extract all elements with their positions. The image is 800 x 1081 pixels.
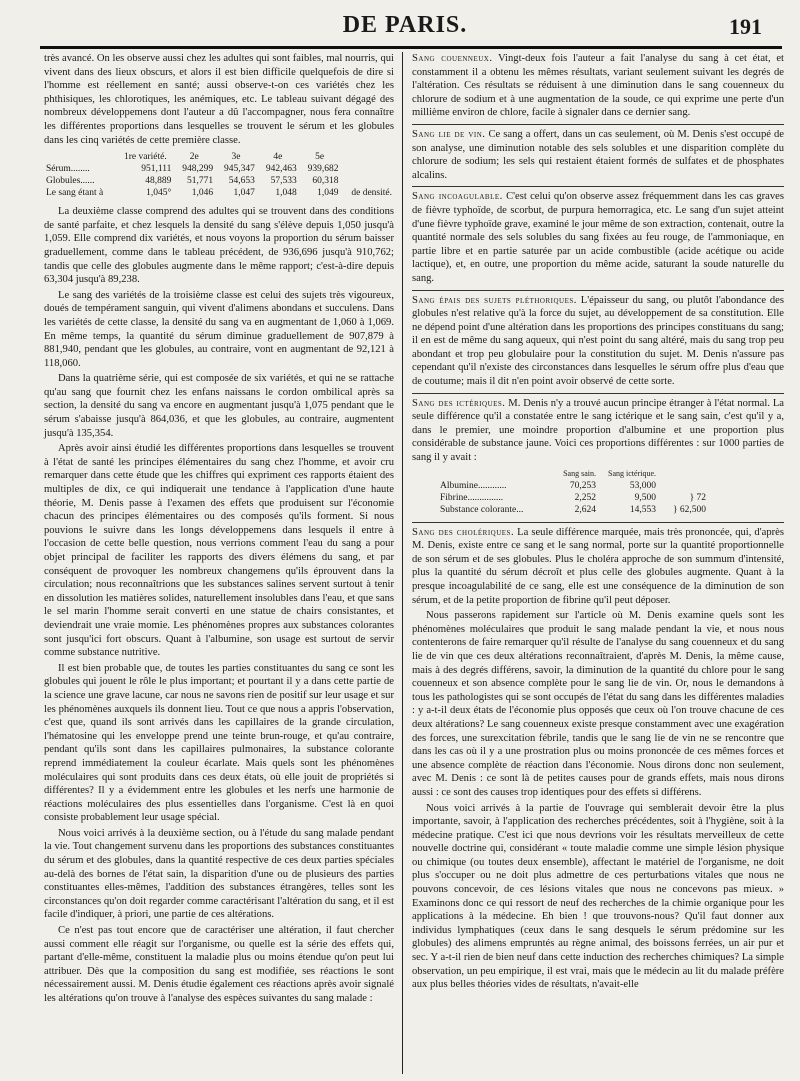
col-header: 4e — [273, 152, 283, 163]
section-body: L'épaisseur du sang, ou plutôt l'abondance des globules n'est relative qu'à la force du sujet, au développement de sa constitution. Elle ne dépend point d'une altération dans les proportions des principes constituans du sang; il en est de même du sang aqueux, qui n'est point du sang altéré, mais du sang trop peu abondant et trop peu globulaire pour la constitution du sujet. M. Denis n'assure pas cependant qu'il n'existe des circonstances dans lesquelles le sérum offre plus d'eau que de coutume; mais il dit n'en point avoir observé de cette sorte. — [412, 294, 785, 388]
page-header — [40, 10, 770, 46]
section-heading: Sang des cholériques. — [412, 526, 515, 538]
table-cell: 2,624 — [574, 504, 596, 515]
brace-value: 62,500 — [679, 504, 706, 515]
serum-globules-table — [44, 151, 394, 199]
table-row — [44, 163, 394, 175]
col-header: Sang ictérique. — [608, 468, 656, 478]
table-cell: de densité. — [351, 188, 392, 199]
section-body: Ce sang a offert, dans un cas seulement, où M. Denis s'est occupé de son analyse, une diminution notable des sels solubles et une disparition complète du chlorure de sodium; les sels qui restaient étaient formés de sulfates et de phosphates alcalins. — [412, 128, 785, 181]
section-sang-epais — [412, 294, 784, 389]
paragraph: Nous voici arrivés à la deuxième section, ou à l'étude du sang malade pendant la vie. Tout changement survenu dans les proportions des substances constituantes du sérum et des globules, dans la quantité respective de ces deux parties spéciales au-delà des bornes de l'état sain, la disparition d'une ou de plusieurs des parties constituantes elles-mêmes, l'addition des substances étrangères, telles sont les circonstances qu'on doit regarder comme caractérisant l'altération du sang, et il est facile d'indiquer, à priori, une partie de ces altérations. — [44, 827, 394, 921]
section-body: Vingt-deux fois l'auteur a fait l'analyse du sang à cet état, et constamment il a obtenu les mêmes résultats, variant seulement suivant les degrés de l'altération. Ces résultats se réduisent à une diminution dans le sang couenneux du chlorure de sodium et à une augmentation de la soude, ce qui exprime une perte d'un millième environ de chlore, facile à signaler dans ce dernier sang. — [412, 53, 784, 119]
col-header: Sang sain. — [563, 468, 596, 478]
table-cell — [340, 163, 394, 175]
paragraph: La deuxième classe comprend des adultes qui se trouvent dans des conditions de santé parfaite, et chez lesquels la densité du sang s'élève depuis 1,050 jusqu'à 1,059. Elle comprend dix variétés, et nous voyons la proportion du sérum baisser graduellement, comme dans le tableau précédent, de 936,696 jusqu'à 910,762; tandis que celle des globules augmente dans le même rapport; c'est-à-dire depuis 63,304 jusqu'à 89,238. — [44, 206, 394, 286]
table-cell: 951,111 — [141, 164, 172, 175]
row-label: Le sang étant à — [46, 188, 104, 199]
section-heading: Sang lie de vin. — [412, 128, 486, 140]
table-cell: 70,253 — [569, 480, 596, 491]
paragraph: très avancé. On les observe aussi chez les adultes qui sont faibles, mal nourris, qui vivent dans des lieux obscurs, et alors il est bien difficile quelquefois de dire si l'homme est réellement en santé; aussi observe-t-on ces variétés chez les phthisiques, les chlorotiques, les anémiques, etc. Le tableau suivant dégagé des nombreux développemens dont l'auteur a dû l'accompagner, nous fera connaître les différentes proportions dans lesquelles se trouvent le sérum et les globules dans les cinq variétés de cette première classe. — [44, 53, 394, 146]
section-divider — [412, 186, 784, 187]
table-cell: 2,252 — [574, 492, 596, 503]
section-divider — [412, 124, 784, 125]
row-label: Sérum........ — [46, 164, 90, 175]
section-body: M. Denis n'y a trouvé aucun principe étranger à l'état normal. La seule différence qu'il a constatée entre le sang ictérique et le sang sain, c'est qu'il y a, dans le premier, une moindre proportion d'albumine et une proportion plus considérable de substance jaune. Voici ces proportions différentes : sur 1000 parties de sang il y avait : — [412, 397, 784, 464]
table-row — [440, 492, 720, 504]
section-divider — [412, 522, 784, 523]
paragraph: Ce n'est pas tout encore que de caractériser une altération, il faut chercher aussi comment elle réagit sur l'organisme, ou quelle est la série des effets qui, partant d'elle-même, constituent la maladie plus ou moins étendue qu'on peut lui attribuer. Dès que la composition du sang est modifiée, ses réactions le sont nécessairement aussi. M. Denis étudie également ces réactions après avoir signalé les altérations qu'on trouve à l'analyse des espèces suivantes du sang malade : — [44, 925, 394, 1004]
header-rule — [40, 46, 782, 49]
row-label: Substance colorante... — [440, 504, 524, 515]
row-label: Fibrine............... — [440, 492, 504, 503]
paragraph: Après avoir ainsi étudié les différentes proportions dans lesquelles se trouvent à l'état de santé les principes élémentaires du sang chez l'homme, et avoir cru remarquer dans cette étude que les chiffres qui expriment ces rapports étaient des multiples de dix, ce qui indiquerait une tendance à l'application d'une haute théorie, M. Denis passe à l'examen des effets que produisent sur l'économie chacun des principes élémentaires ou des composés qu'ils forment. Si nous pouvions le suivre dans les longs développemens dans lesquels il entre à l'occasion de cette belle question, nous verrions comment l'eau du sang a pour objet principal de faciliter les rapports des divers élémens du sang, et par conséquent de provoquer les nombreux changemens qu'ils éprouvent dans la circulation; nous reconnaîtrions que les substances salines servent surtout à tenir en dissolution les matières solides, naturellement insolubles dans l'eau, et que sans le sel marin l'homme serait converti en une statue de chairs consistantes, et deviendrait une vraie momie. Les phénomènes propres aux substances colorantes sont jusqu'ici fort obscurs. Quant à l'albumine, son usage est surtout de servir comme substance nutritive. — [44, 443, 394, 659]
table-cell: 948,299 — [182, 164, 214, 175]
section-sang-incoagulable — [412, 190, 784, 285]
table-cell: 54,653 — [228, 176, 255, 187]
col-header: 2e — [189, 152, 199, 163]
section-sang-lie-de-vin — [412, 128, 784, 182]
col-header-blank — [340, 151, 394, 163]
table-cell: 53,000 — [629, 480, 656, 491]
paragraph: Nous voici arrivés à la partie de l'ouvrage qui semblerait devoir être la plus importante, savoir, à l'application des recherches précédentes, soit à l'hygiène, soit à la médecine pratique. C'est ici que nous devrions voir les résultats merveilleux de cette nouvelle doctrine qui, considérant « toute maladie comme une simple lésion physique ou chimique (ou toutes deux ensemble), affectant le matériel de l'organisme, ne doit plus s'occuper ou ne doit plus admettre de ces perturbations vitales que nous ne pouvons concevoir, de ces lésions vitales que nous ne concevons pas mieux. » Examinons donc ce qui ressort de neuf des recherches de la chimie organique pour les applications à la médecine. Eh bien ! que trouvons-nous? Qu'il faut donner aux individus lymphatiques (ceux dans le sang desquels le sérum prédomine sur les globules) des alimens empruntés au règne animal, des boissons ferrées, un air pur et sec. Y a-t-il rien de bien neuf dans cette induction des recherches chimiques? La simple observation, un peu empirique, il est vrai, mais que le médecin au lit du malade préfère aux plus belles théories vides de résultats, n'avait-elle — [412, 802, 784, 991]
table-cell: 9,500 — [634, 492, 656, 503]
table-cell: 1,046 — [191, 188, 214, 199]
brace-total-sain: } 72 — [689, 492, 706, 503]
page-number: 191 — [729, 14, 762, 39]
table-cell: 1,047 — [233, 188, 255, 199]
section-sang-choleriques — [412, 526, 784, 608]
row-label: Globules...... — [46, 176, 95, 187]
section-heading: Sang couenneux. — [412, 53, 493, 64]
icteric-blood-table — [440, 468, 720, 516]
paragraph: Dans la quatrième série, qui est composée de six variétés, et qui ne se rattache qu'au sang que fournit chez les enfans naissans le cordon ombilical après sa section, la densité du sang va encore en augmentant jusqu'à 1,075 pendant que le sérum s'abaisse jusqu'à 864,036, et que les globules, au contraire, augmentent jusqu'à 135,354. — [44, 373, 394, 439]
paragraph: Le sang des variétés de la troisième classe est celui des sujets très vigoureux, doués de tempérament sanguin, qui vivent d'alimens abondans et succulens. Dans les variétés de cette classe, la densité du sang va en augmentant de 1,060 à 1,069. En même temps, la quantité du sérum diminue graduellement de 907,879 à 881,940, pendant que les globules, au contraire, vont en augmentant de 92,121 à 118,060. — [44, 289, 394, 369]
column-divider — [402, 52, 403, 1074]
table-cell — [340, 175, 394, 187]
table-cell: 1,048 — [275, 188, 297, 199]
brace-value: 72 — [696, 492, 706, 503]
table-cell: 51,771 — [187, 176, 214, 187]
table-cell: 1,045° — [146, 188, 172, 199]
table-cell: 14,553 — [629, 504, 656, 515]
running-title: DE PARIS. — [342, 12, 468, 38]
table-row — [44, 187, 394, 199]
table-row — [440, 480, 720, 492]
section-divider — [412, 393, 784, 394]
left-column — [44, 52, 394, 1008]
section-heading: Sang des ictériques. — [412, 397, 506, 409]
table-corner — [440, 468, 552, 480]
row-label: Albumine............ — [440, 480, 507, 491]
table-cell: 939,682 — [307, 164, 339, 175]
section-divider — [412, 290, 784, 291]
table-header-row — [44, 151, 394, 163]
section-sang-couenneux — [412, 52, 784, 120]
section-heading: Sang incoagulable. — [412, 191, 503, 203]
col-header: 5e — [315, 152, 325, 163]
section-body: La seule différence marquée, mais très prononcée, qui, d'après M. Denis, existe entre ce sang et le sang normal, porte sur la quantité proportionnelle de son sérum et de ses globules. Plus le choléra approche de son summum d'intensité, plus la quantité du sérum décroît et plus celle des globules augmente. Quant à la presque incoagulabilité de ce sang, elle est une conséquence de la diminution de son sérum, et de la petite proportion de fibrine qu'il peut déposer. — [412, 526, 784, 606]
section-sang-icteriques — [412, 397, 784, 465]
table-header-row — [440, 468, 720, 480]
section-heading: Sang épais des sujets pléthoriques. — [412, 294, 577, 306]
table-cell: 60,318 — [312, 176, 339, 187]
col-header: 3e — [231, 152, 241, 163]
paragraph: Nous passerons rapidement sur l'article où M. Denis examine quels sont les phénomènes moléculaires que produit le sang malade pendant la vie, et nous nous contenterons de faire remarquer qu'il résulte de l'analyse du sang couenneux et du sang lie de vin que ces deux altérations reconnaîtraient, d'après M. Denis, la même cause, mais à des degrés différens, savoir, la diminution de la quantité du chlore pour le sang couenneux et son absence complète pour le sang lie de vin. Or, nous le demandons à tous les pathologistes qui se sont occupés de l'état du sang dans les différentes maladies : y a-t-il deux états de l'économie plus opposés que ceux où l'on trouve chacune de ces deux altérations? Le sang couenneux existe presque constamment avec une exagération des forces, une surexcitation fébrile, tandis que le sang lie de vin ne se rencontre que dans les cas où il y a une prostration plus ou moins prononcée de ces mêmes forces et une absence complète de réaction dans l'économie. Nous dirons donc non seulement, avec M. Denis : ce sont là de petites causes pour de grands effets, mais nous dirons aussi : ce sont des causes trop identiques pour des effets si différens. — [412, 610, 784, 798]
paragraph: Il est bien probable que, de toutes les parties constituantes du sang ce sont les globules qui jouent le rôle le plus important; et pourtant il y a dans cette partie de la science une grave lacune, car nous ne savons rien de positif sur leur usage et sur les phénomènes auxquels ils donnent lieu. Tout ce que nous a appris l'observation, c'est que, quand ils sont arrivés dans les capillaires de la grande circulation, l'hématosine qui les enveloppe prend une teinte brun-rouge, et qu'au contraire, pendant qu'ils sont dans les capillaires pulmonaires, la substance colorante reprend immédiatement la couleur écarlate. Mais quels sont les phénomènes moléculaires qui sont produits dans ces deux états, où elle jouit de propriétés si différentes? Il y a évidemment entre les globules et les nerfs une harmonie de réactions moléculaires des plus essentielles dans l'organisme. C'est là en quoi consiste probablement leur usage spécial. — [44, 662, 394, 824]
col-header: 1re variété. — [124, 152, 167, 163]
table-cell: 945,347 — [224, 164, 255, 175]
table-cell: 1,049 — [317, 188, 339, 199]
right-column — [412, 52, 784, 994]
table-cell: 942,463 — [265, 164, 297, 175]
table-corner — [44, 151, 117, 163]
table-cell: 57,533 — [270, 176, 297, 187]
section-body: C'est celui qu'on observe assez fréquemment dans les cas graves de fièvre typhoïde, de scorbut, de purpura hemorragica, etc. Le sang d'un sujet atteint d'une fièvre typhoïde grave, examiné le jour même de son extraction, contenait, outre la quantité normale des sels solubles du sang fixées au feu rouge, de l'ammoniaque, en partie libre et en partie saturée par un acide combustible (acide acétique ou acide lactique), et, en outre, une proportion du même acide, saturant la soude naturelle du sang. — [412, 191, 784, 284]
brace-total-ict: } 62,500 — [672, 504, 706, 515]
table-row — [44, 175, 394, 187]
table-row — [440, 504, 720, 516]
table-cell: 48,889 — [145, 176, 172, 187]
